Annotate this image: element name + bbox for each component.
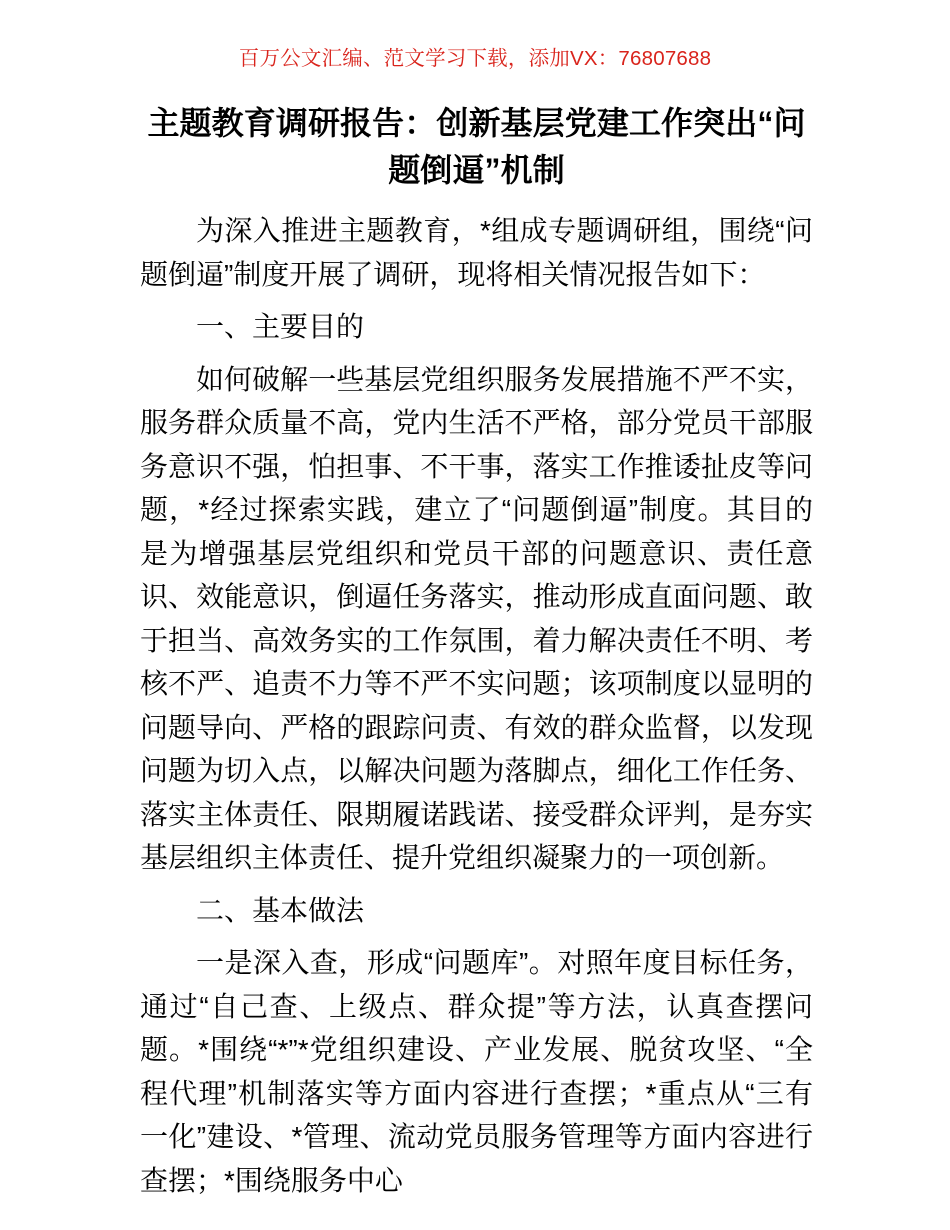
title-gap (140, 202, 813, 209)
intro-paragraph: 为深入推进主题教育，*组成专题调研组，围绕“问题倒逼”制度开展了调研，现将相关情况报告如下： (140, 215, 813, 290)
section-heading-2: 二、基本做法 (196, 894, 365, 926)
document-body (140, 100, 813, 1202)
section-heading-1: 一、主要目的 (196, 311, 365, 342)
section-2-paragraph: 一是深入查，形成“问题库”。对照年度目标任务，通过“自己查、上级点、群众提”等方法，认真查摆问题。*围绕“*”*党组织建设、产业发展、脱贫攻坚、“全程代理”机制落实等方面内容进行查摆；*重点从“三有一化”建设、*管理、流动党员服务管理等方面内容进行查摆；*围绕服务中心 (140, 947, 813, 1196)
promo-banner-text: 百万公文汇编、范文学习下载，添加VX：76807688 (238, 47, 712, 70)
document-title: 主题教育调研报告：创新基层党建工作突出“问题倒逼”机制 (147, 105, 806, 188)
block-gap-4 (140, 932, 813, 941)
block-gap-2 (140, 349, 813, 358)
block-gap-3 (140, 880, 813, 889)
section-1-paragraph: 如何破解一些基层党组织服务发展措施不严不实，服务群众质量不高，党内生活不严格，部分党员干部服务意识不强，怕担事、不干事，落实工作推诿扯皮等问题，*经过探索实践，建立了“问题倒逼”制度。其目的是为增强基层党组织和党员干部的问题意识、责任意识、效能意识，倒逼任务落实，推动形成直面问题、敢于担当、高效务实的工作氛围，着力解决责任不明、考核不严、追责不力等不严不实问题；该项制度以显明的问题导向、严格的跟踪问责、有效的群众监督，以发现问题为切入点，以解决问题为落脚点，细化工作任务、落实主体责任、限期履诺践诺、接受群众评判，是夯实基层组织主体责任、提升党组织凝聚力的一项创新。 (140, 363, 813, 873)
block-gap-1 (140, 296, 813, 305)
